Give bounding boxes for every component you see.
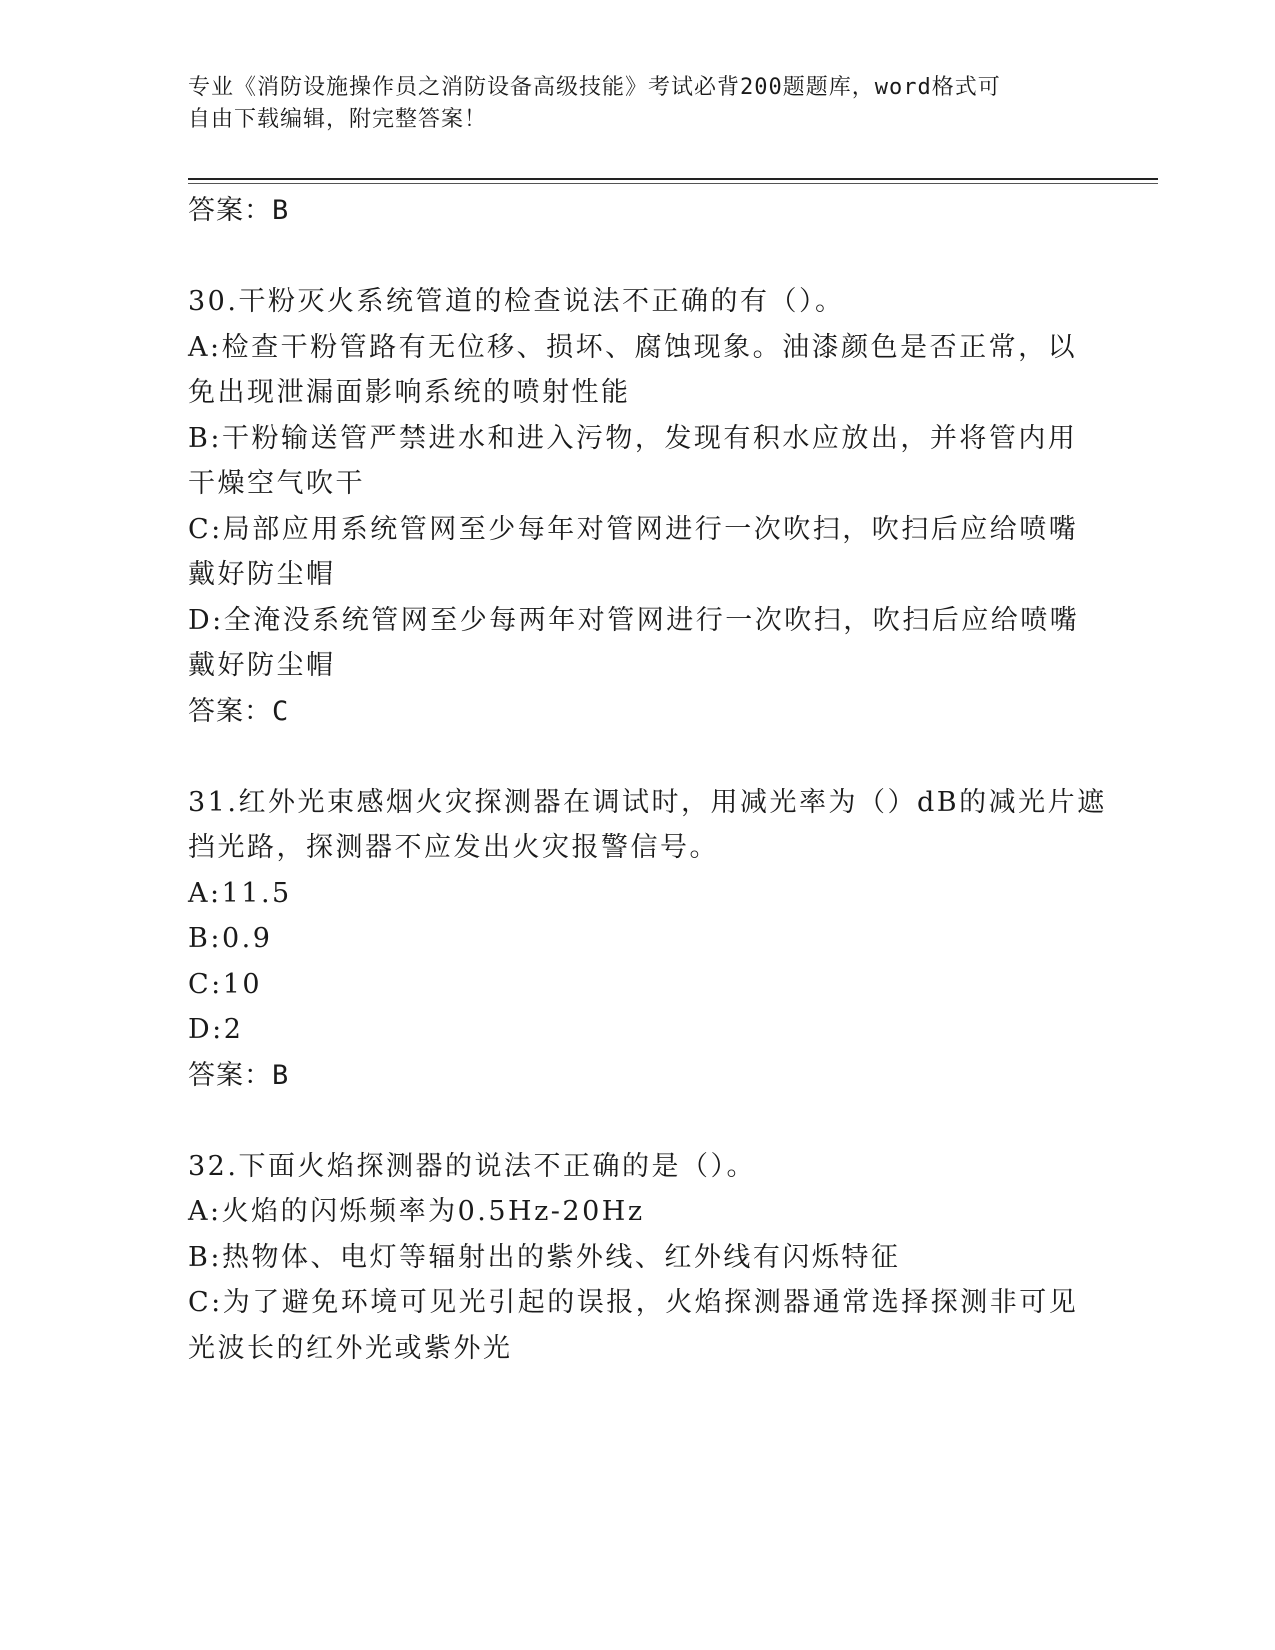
option-line: A:火焰的闪烁频率为0.5Hz-20Hz <box>188 1196 645 1227</box>
question-option <box>188 1235 1088 1281</box>
question-option <box>188 416 1088 507</box>
question-title <box>188 780 1107 871</box>
question-option <box>188 1189 1088 1235</box>
option-line: 戴好防尘帽 <box>188 650 336 681</box>
spacer <box>188 1098 1088 1144</box>
question-item <box>188 279 1088 734</box>
option-line: 干燥空气吹干 <box>188 468 365 499</box>
option-line: B:热物体、电灯等辐射出的紫外线、红外线有闪烁特征 <box>188 1241 901 1273</box>
question-item <box>188 780 1107 1098</box>
option-line: 免出现泄漏面影响系统的喷射性能 <box>188 377 631 408</box>
question-option <box>188 871 1088 917</box>
option-line: B:干粉输送管严禁进水和进入污物，发现有积水应放出，并将管内用 <box>188 422 1078 454</box>
question-option <box>188 1280 1088 1371</box>
option-line: C:局部应用系统管网至少每年对管网进行一次吹扫，吹扫后应给喷嘴 <box>188 513 1079 545</box>
option-line: C:10 <box>188 968 263 1000</box>
question-option <box>188 1007 1088 1053</box>
header-rule-thick <box>188 178 1158 180</box>
question-option <box>188 325 1088 416</box>
option-line: D:2 <box>188 1014 244 1045</box>
question-option <box>188 962 1088 1008</box>
question-title-line: 32.下面火焰探测器的说法不正确的是（）。 <box>188 1150 756 1182</box>
option-line: A:检查干粉管路有无位移、损坏、腐蚀现象。油漆颜色是否正常，以 <box>188 331 1078 363</box>
option-line: D:全淹没系统管网至少每两年对管网进行一次吹扫，吹扫后应给喷嘴 <box>188 604 1080 636</box>
question-option <box>188 916 1088 962</box>
question-option <box>188 507 1088 598</box>
answer-line: 答案：B <box>188 1059 290 1091</box>
question-title <box>188 1144 1088 1190</box>
option-line: 光波长的红外光或紫外光 <box>188 1332 513 1364</box>
option-line: 戴好防尘帽 <box>188 559 336 590</box>
question-option <box>188 598 1088 689</box>
spacer <box>188 233 1088 279</box>
header-line-1: 专业《消防设施操作员之消防设备高级技能》考试必背200题题库，word格式可 <box>188 75 1001 100</box>
header-rule-thin <box>188 183 1158 184</box>
header-line-2: 自由下载编辑，附完整答案！ <box>188 107 488 132</box>
document-header <box>188 72 1088 136</box>
option-line: A:11.5 <box>188 877 292 909</box>
spacer <box>188 734 1088 780</box>
answer-line: 答案：C <box>188 695 290 727</box>
question-item <box>188 1144 1088 1372</box>
option-line: C:为了避免环境可见光引起的误报，火焰探测器通常选择探测非可见 <box>188 1287 1079 1318</box>
answer-line: 答案：B <box>188 195 290 226</box>
option-line: B:0.9 <box>188 923 273 954</box>
question-title-line: 31.红外光束感烟火灾探测器在调试时，用减光率为（）dB的减光片遮 <box>188 786 1107 818</box>
question-title-line: 挡光路，探测器不应发出火灾报警信号。 <box>188 832 719 863</box>
question-title-line: 30.干粉灭火系统管道的检查说法不正确的有（）。 <box>188 286 845 317</box>
question-title <box>188 279 1088 325</box>
document-body <box>188 188 1107 1371</box>
